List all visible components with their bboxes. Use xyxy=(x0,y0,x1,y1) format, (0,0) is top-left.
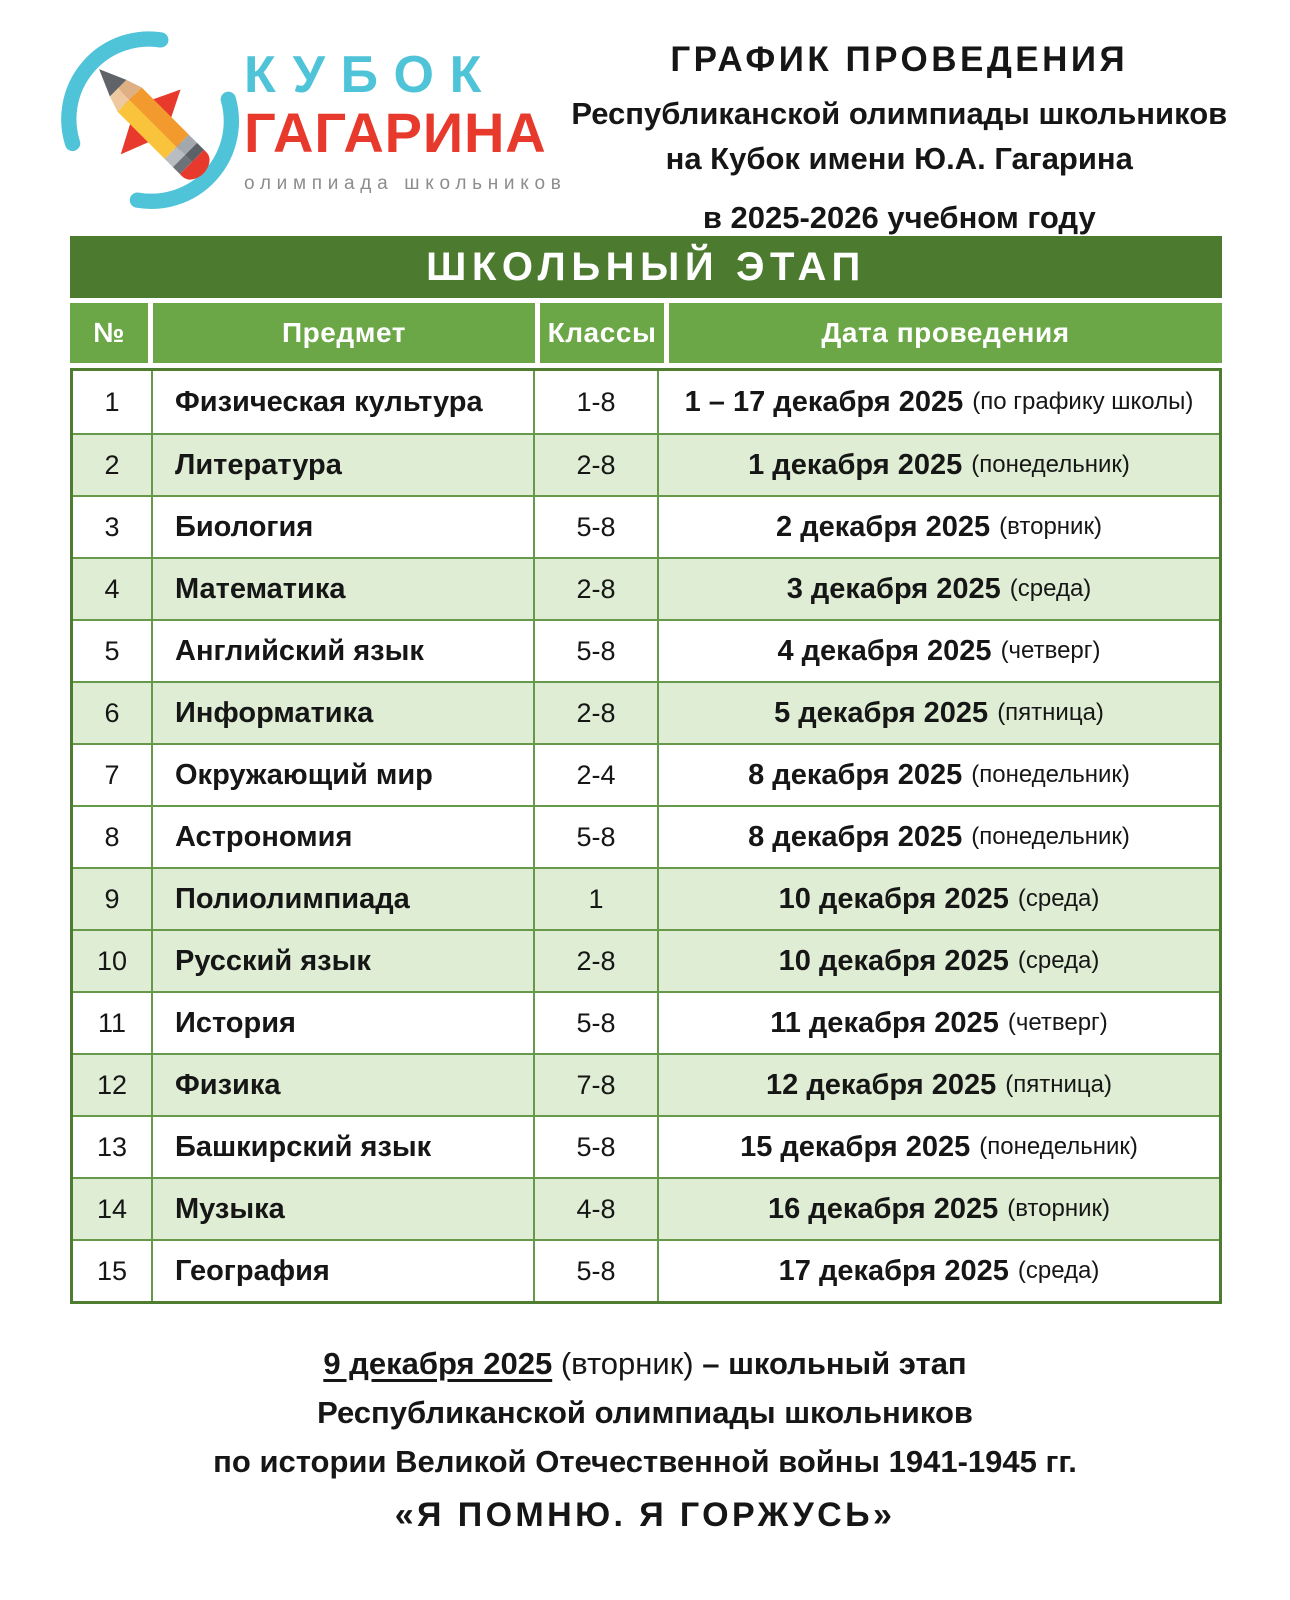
row-date-value: 2 декабря 2025 xyxy=(776,510,991,543)
row-classes: 4-8 xyxy=(533,1179,657,1239)
row-date-value: 1 – 17 декабря 2025 xyxy=(684,385,964,418)
row-date-note: (вторник) xyxy=(1007,1195,1111,1222)
row-date-value: 3 декабря 2025 xyxy=(786,572,1001,605)
row-classes: 5-8 xyxy=(533,1117,657,1177)
footer-history-line3: по истории Великой Отечественной войны 1941-1945 гг. xyxy=(213,1443,1077,1479)
row-subject: Биология xyxy=(151,497,533,557)
row-classes: 5-8 xyxy=(533,497,657,557)
row-date xyxy=(657,807,1219,867)
row-date-note: (понедельник) xyxy=(971,451,1130,478)
table-row xyxy=(73,991,1219,1053)
row-classes: 1-8 xyxy=(533,371,657,433)
row-date xyxy=(657,559,1219,619)
table-row xyxy=(73,495,1219,557)
row-number: 13 xyxy=(96,1131,128,1162)
row-date-note: (пятница) xyxy=(1005,1071,1112,1098)
row-number: 11 xyxy=(97,1007,127,1038)
row-subject: Музыка xyxy=(151,1179,533,1239)
title-school-year: в 2025-2026 учебном году xyxy=(702,199,1096,235)
row-classes: 1 xyxy=(533,869,657,929)
document-title-block xyxy=(567,30,1232,241)
row-date xyxy=(657,1055,1219,1115)
footer-history-line1 xyxy=(0,1340,1290,1389)
row-classes: 2-8 xyxy=(533,683,657,743)
row-number: 2 xyxy=(104,449,120,480)
row-number: 4 xyxy=(104,573,120,604)
footer-history-line2: Республиканской олимпиады школьников xyxy=(317,1394,973,1430)
row-subject: Информатика xyxy=(151,683,533,743)
row-date-note: (среда) xyxy=(1009,575,1092,602)
footer-slogan: «Я ПОМНЮ. Я ГОРЖУСЬ» xyxy=(394,1495,896,1534)
table-row xyxy=(73,867,1219,929)
row-subject: Математика xyxy=(151,559,533,619)
table-row xyxy=(73,805,1219,867)
row-date-value: 17 декабря 2025 xyxy=(778,1254,1009,1287)
row-subject: Астрономия xyxy=(151,807,533,867)
row-date-value: 15 декабря 2025 xyxy=(740,1130,971,1163)
row-date xyxy=(657,869,1219,929)
row-date xyxy=(657,993,1219,1053)
row-date xyxy=(657,683,1219,743)
column-header-subject: Предмет xyxy=(153,303,535,363)
table-row xyxy=(73,1239,1219,1301)
row-number: 6 xyxy=(104,697,120,728)
row-number: 3 xyxy=(104,511,120,542)
row-number: 8 xyxy=(104,821,120,852)
row-classes: 7-8 xyxy=(533,1055,657,1115)
row-date-value: 12 декабря 2025 xyxy=(766,1068,997,1101)
table-row xyxy=(73,929,1219,991)
table-row xyxy=(73,557,1219,619)
row-number: 7 xyxy=(104,759,120,790)
row-date-note: (понедельник) xyxy=(971,761,1130,788)
row-classes: 2-8 xyxy=(533,931,657,991)
footer-date: 9 декабря 2025 xyxy=(323,1346,553,1381)
row-date-value: 10 декабря 2025 xyxy=(778,882,1009,915)
title-cup-name: на Кубок имени Ю.А. Гагарина xyxy=(665,140,1133,176)
row-date xyxy=(657,435,1219,495)
row-subject: История xyxy=(151,993,533,1053)
row-number: 1 xyxy=(104,386,120,417)
row-date-note: (среда) xyxy=(1017,1257,1100,1284)
row-date-value: 11 декабря 2025 xyxy=(770,1006,999,1039)
row-date xyxy=(657,1179,1219,1239)
row-date xyxy=(657,371,1219,433)
row-date-note: (четверг) xyxy=(1000,637,1101,664)
row-subject: Полиолимпиада xyxy=(151,869,533,929)
row-date-note: (понедельник) xyxy=(979,1133,1138,1160)
row-date-note: (четверг) xyxy=(1007,1009,1108,1036)
row-number: 15 xyxy=(96,1255,128,1286)
row-date-value: 8 декабря 2025 xyxy=(748,820,963,853)
row-subject: Физика xyxy=(151,1055,533,1115)
row-classes: 5-8 xyxy=(533,1241,657,1301)
table-row xyxy=(73,619,1219,681)
table-row xyxy=(73,681,1219,743)
row-subject: Литература xyxy=(151,435,533,495)
row-classes: 2-8 xyxy=(533,435,657,495)
row-date-value: 16 декабря 2025 xyxy=(767,1192,999,1225)
footer-weekday: (вторник) xyxy=(560,1346,694,1381)
page-header xyxy=(0,0,1290,235)
row-date-value: 8 декабря 2025 xyxy=(748,758,963,791)
row-date-note: (пятница) xyxy=(997,699,1104,726)
row-date xyxy=(657,1117,1219,1177)
table-row xyxy=(73,1115,1219,1177)
row-number: 12 xyxy=(96,1069,128,1100)
row-date-note: (по графику школы) xyxy=(972,388,1194,415)
row-date xyxy=(657,745,1219,805)
row-subject: Английский язык xyxy=(151,621,533,681)
column-header-classes: Классы xyxy=(540,303,664,363)
row-date xyxy=(657,931,1219,991)
row-number: 9 xyxy=(104,883,120,914)
row-date xyxy=(657,497,1219,557)
logo-text xyxy=(244,45,567,194)
row-classes: 5-8 xyxy=(533,621,657,681)
stage-title-bar: ШКОЛЬНЫЙ ЭТАП xyxy=(70,236,1222,298)
footer-note xyxy=(0,1340,1290,1543)
logo-subtitle: олимпиада школьников xyxy=(244,172,567,194)
row-date-note: (среда) xyxy=(1017,947,1100,974)
table-row xyxy=(73,1053,1219,1115)
table-row xyxy=(73,1177,1219,1239)
logo-word-kubok: КУБОК xyxy=(244,46,497,105)
title-schedule: ГРАФИК ПРОВЕДЕНИЯ xyxy=(670,40,1129,79)
row-date-value: 5 декабря 2025 xyxy=(774,696,989,729)
footer-stage: – школьный этап xyxy=(702,1346,967,1381)
table-row xyxy=(73,433,1219,495)
table-body xyxy=(70,368,1222,1304)
row-date-value: 10 декабря 2025 xyxy=(778,944,1009,977)
pencil-rocket-icon xyxy=(60,30,240,210)
row-classes: 2-4 xyxy=(533,745,657,805)
row-subject: Окружающий мир xyxy=(151,745,533,805)
row-classes: 5-8 xyxy=(533,993,657,1053)
row-date xyxy=(657,1241,1219,1301)
row-subject: География xyxy=(151,1241,533,1301)
row-classes: 5-8 xyxy=(533,807,657,867)
table-row xyxy=(73,743,1219,805)
row-date-value: 1 декабря 2025 xyxy=(748,448,963,481)
table-row xyxy=(73,371,1219,433)
column-header-date: Дата проведения xyxy=(669,303,1222,363)
row-number: 5 xyxy=(104,635,120,666)
row-classes: 2-8 xyxy=(533,559,657,619)
table-column-header xyxy=(70,298,1222,363)
gagarin-cup-logo xyxy=(60,30,567,210)
logo-word-gagarina: ГАГАРИНА xyxy=(244,100,547,164)
row-date-note: (вторник) xyxy=(999,513,1102,540)
title-olympiad: Республиканской олимпиады школьников xyxy=(571,96,1228,131)
column-header-num: № xyxy=(70,303,148,363)
row-subject: Башкирский язык xyxy=(151,1117,533,1177)
row-subject: Русский язык xyxy=(151,931,533,991)
row-date-value: 4 декабря 2025 xyxy=(777,634,992,667)
row-date-note: (среда) xyxy=(1017,885,1100,912)
row-subject: Физическая культура xyxy=(151,371,533,433)
row-date-note: (понедельник) xyxy=(971,823,1130,850)
schedule-table xyxy=(70,236,1222,1304)
row-number: 14 xyxy=(96,1193,128,1224)
row-date xyxy=(657,621,1219,681)
row-number: 10 xyxy=(96,945,128,976)
